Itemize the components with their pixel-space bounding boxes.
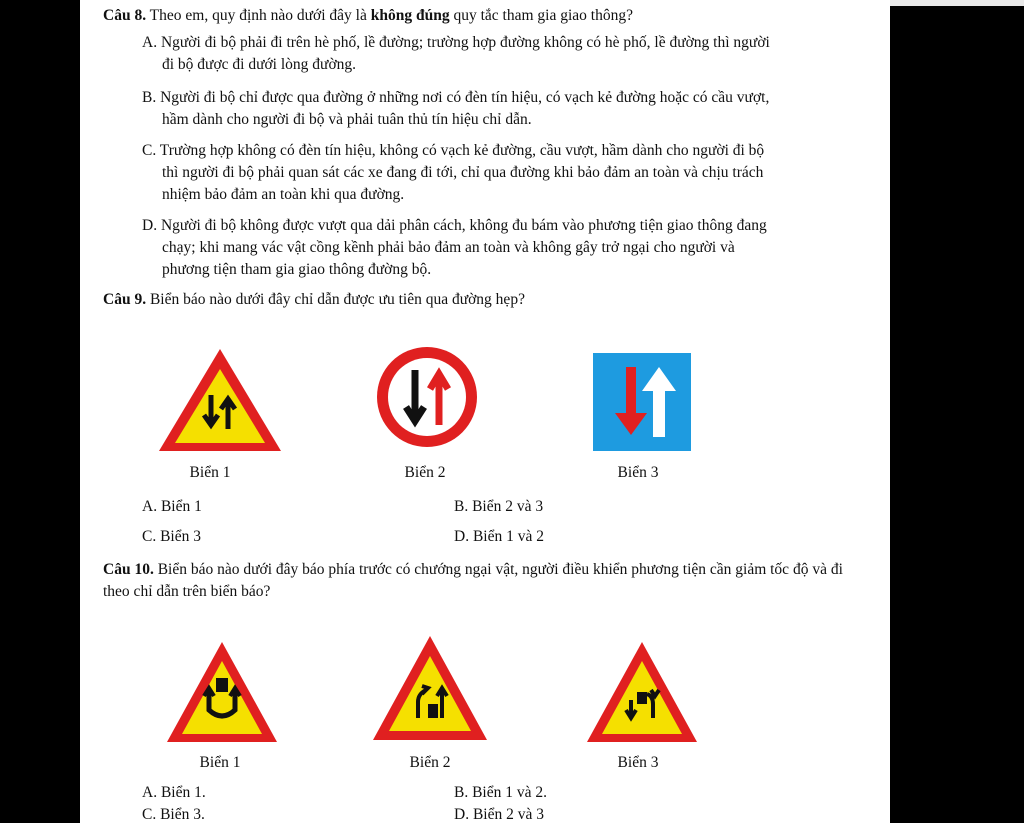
caption-10-1: Biển 1	[199, 754, 241, 771]
question-9-text: Biển báo nào dưới đây chỉ dẫn được ưu tiên qua đường hẹp?	[146, 291, 525, 308]
document-page	[80, 0, 890, 823]
question-8-text-post: quy tắc tham gia giao thông?	[449, 7, 633, 24]
question-9-answer-d: D. Biển 1 và 2	[454, 528, 544, 545]
sign-9-1-two-way-traffic-warning	[155, 345, 285, 455]
question-8	[103, 5, 843, 27]
caption-9-1: Biển 1	[189, 464, 231, 481]
question-8-option-c: C. Trường hợp không có đèn tín hiệu, không có vạch kẻ đường, cầu vượt, hầm dành cho người đi bộ thì người đi bộ phải quan sát các xe đang đi tới, chỉ qua đường khi bảo đảm an toàn và chịu trách nhiệm bảo đảm an toàn khi qua đường.	[142, 142, 765, 203]
question-10	[103, 559, 843, 603]
question-8-option-b: B. Người đi bộ chỉ được qua đường ở những nơi có đèn tín hiệu, có vạch kẻ đường hoặc có cầu vượt, hầm dành cho người đi bộ và phải tuân thủ tín hiệu chỉ dẫn.	[142, 89, 770, 128]
sign-9-2-priority-oncoming-circle	[375, 345, 480, 450]
question-10-answer-a: A. Biển 1.	[142, 784, 206, 801]
left-background	[0, 0, 80, 823]
sign-9-3-priority-blue-square	[593, 353, 691, 451]
question-9-answer-a: A. Biển 1	[142, 498, 202, 515]
caption-9-3: Biển 3	[617, 464, 659, 481]
question-10-number: Câu 10.	[103, 561, 154, 578]
question-10-text: Biển báo nào dưới đây báo phía trước có chướng ngại vật, người điều khiển phương tiện cần giảm tốc độ và đi theo chỉ dẫn trên biển báo?	[103, 561, 843, 600]
question-8-text-bold: không đúng	[370, 7, 450, 24]
question-9-number: Câu 9.	[103, 291, 147, 308]
caption-10-2: Biển 2	[409, 754, 451, 771]
sign-10-1-obstacle-both-sides	[165, 638, 280, 746]
question-8-text-pre: Theo em, quy định nào dưới đây là	[146, 7, 371, 24]
question-10-answer-d: D. Biển 2 và 3	[454, 806, 544, 823]
question-9-answer-b: B. Biển 2 và 3	[454, 498, 544, 515]
top-edge-line	[890, 0, 1024, 6]
question-10-answer-b: B. Biển 1 và 2.	[454, 784, 547, 801]
caption-10-3: Biển 3	[617, 754, 659, 771]
sign-10-2-obstacle-left	[370, 632, 490, 744]
caption-9-2: Biển 2	[404, 464, 446, 481]
question-9-answer-c: C. Biển 3	[142, 528, 201, 545]
sign-10-3-obstacle-right	[585, 638, 700, 746]
question-8-option-a: A. Người đi bộ phải đi trên hè phố, lề đường; trường hợp đường không có hè phố, lề đường thì người đi bộ được đi dưới lòng đường.	[142, 34, 770, 73]
question-9	[103, 289, 843, 311]
question-8-number: Câu 8.	[103, 7, 147, 24]
right-background	[890, 0, 1024, 823]
question-10-answer-c: C. Biển 3.	[142, 806, 205, 823]
question-8-option-d: D. Người đi bộ không được vượt qua dải phân cách, không đu bám vào phương tiện giao thông đang chạy; khi mang vác vật cồng kềnh phải bảo đảm an toàn và không gây trở ngại cho người và phương tiện tham gia giao thông đường bộ.	[142, 217, 767, 278]
